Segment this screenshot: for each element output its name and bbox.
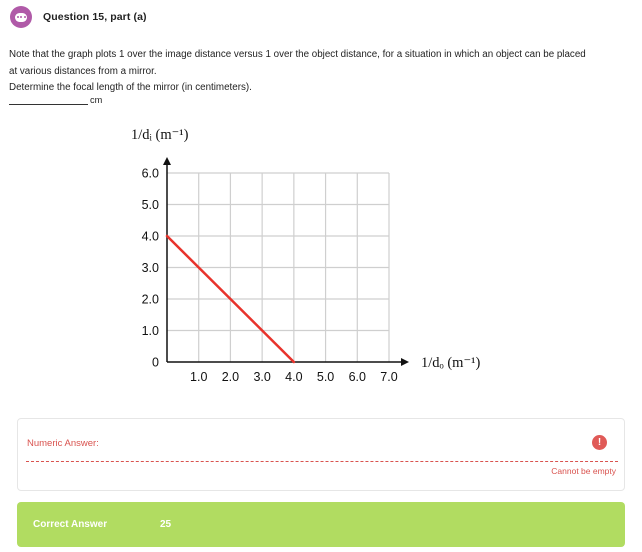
correct-answer-bar	[17, 502, 625, 547]
question-header	[10, 6, 147, 28]
question-text	[9, 47, 635, 97]
x-tick-label: 3.0	[253, 370, 271, 384]
correct-answer-label: Correct Answer	[33, 519, 108, 530]
question-badge-icon	[10, 6, 32, 28]
x-tick-label: 2.0	[221, 370, 240, 384]
validation-error-text: Cannot be empty	[551, 466, 616, 476]
y-tick-label: 3.0	[141, 261, 159, 275]
answer-blank	[9, 95, 88, 105]
question-text-line: at various distances from a mirror.	[9, 65, 157, 77]
numeric-answer-card	[17, 418, 625, 491]
y-tick-label: 6.0	[141, 166, 159, 181]
graph	[100, 118, 520, 398]
x-axis-arrow	[401, 358, 409, 366]
x-tick-label: 5.0	[316, 370, 335, 384]
x-axis-title: 1/dₒ (m⁻¹)	[421, 355, 481, 371]
answer-blank-line	[9, 95, 102, 105]
y-axis-arrow	[163, 157, 171, 165]
correct-answer-value: 25	[160, 519, 172, 530]
numeric-answer-label: Numeric Answer:	[27, 438, 99, 449]
numeric-answer-input[interactable]	[26, 453, 618, 462]
y-tick-label: 1.0	[141, 324, 159, 338]
y-tick-label: 4.0	[141, 229, 159, 244]
x-tick-label: 6.0	[348, 370, 366, 384]
y-tick-label: 2.0	[141, 292, 159, 307]
y-tick-label: 5.0	[141, 198, 159, 212]
question-prompt: Determine the focal length of the mirror (in centimeters).	[9, 82, 252, 93]
exclamation-icon: !	[592, 435, 607, 450]
origin-label: 0	[152, 355, 159, 370]
chart-svg	[100, 118, 520, 398]
x-tick-label: 1.0	[190, 370, 208, 384]
question-title: Question 15, part (a)	[43, 11, 147, 23]
x-tick-label: 4.0	[285, 370, 303, 384]
question-text-line: Note that the graph plots 1 over the image distance versus 1 over the object distance, for a situation in which an object can be placed	[9, 49, 586, 60]
y-axis-title: 1/dᵢ (m⁻¹)	[131, 127, 189, 143]
answer-unit: cm	[90, 95, 103, 105]
x-tick-label: 7.0	[380, 370, 398, 384]
